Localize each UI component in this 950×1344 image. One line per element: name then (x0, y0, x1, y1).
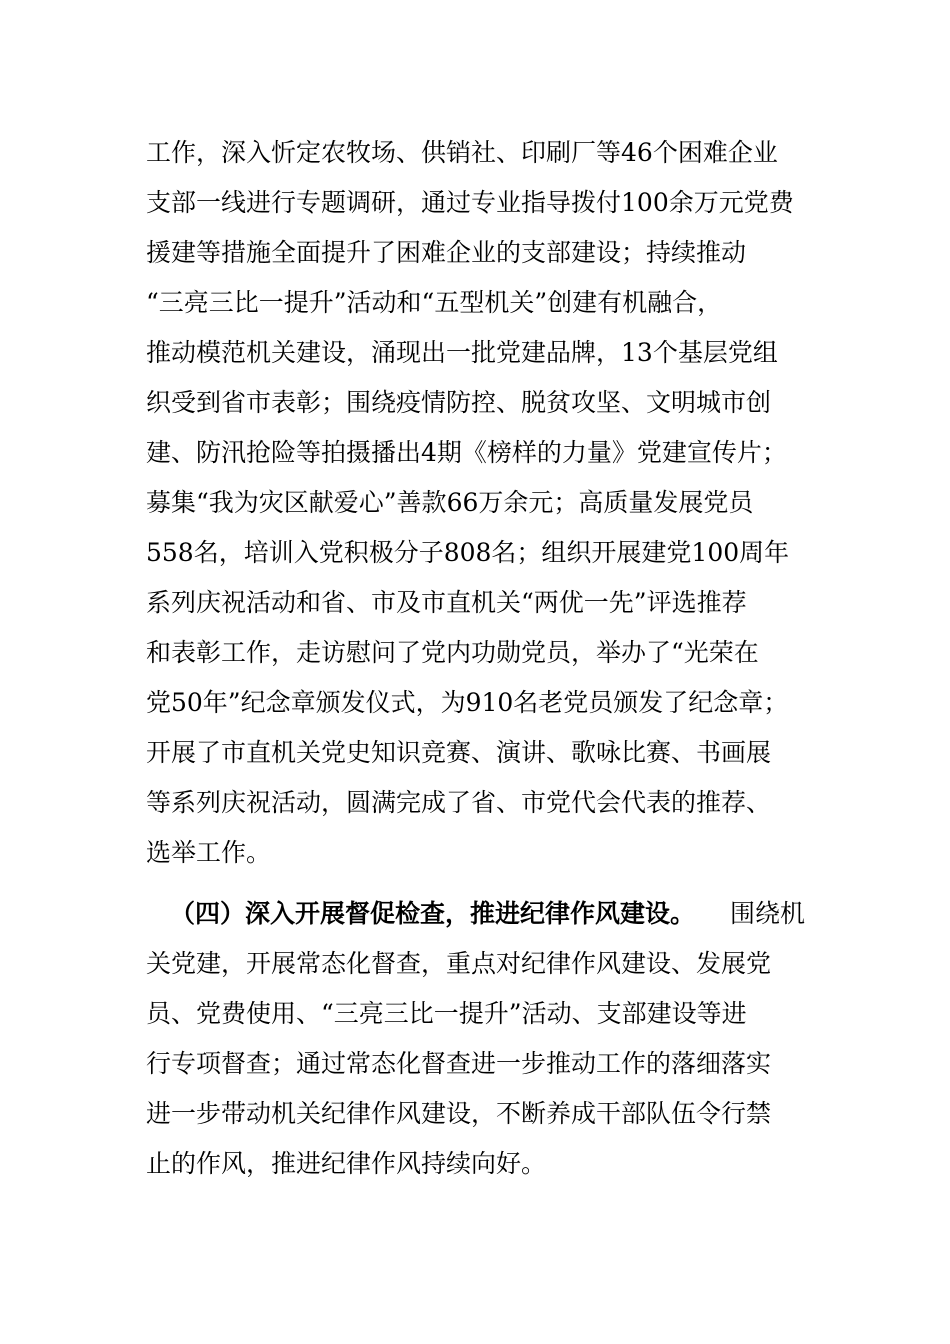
paragraph-1-line-5-text: 推动模范机关建设，涌现出一批党建品牌，13个基层党组 (146, 338, 778, 367)
paragraph-2-line-3-text: 员、党费使用、“三亮三比一提升”活动、支部建设等进 (146, 999, 747, 1028)
paragraph-1-line-14-text: 等系列庆祝活动，圆满完成了省、市党代会代表的推荐、 (146, 788, 772, 817)
paragraph-1-line-4 (0, 278, 950, 328)
paragraph-2-line-5-text: 进一步带动机关纪律作风建设，不断养成干部队伍令行禁 (146, 1099, 772, 1128)
paragraph-2-line-3 (0, 989, 950, 1039)
paragraph-1-line-3 (0, 228, 950, 278)
paragraph-1-line-14 (0, 778, 950, 828)
paragraph-2-line-4-text: 行专项督查；通过常态化督查进一步推动工作的落细落实 (146, 1049, 772, 1078)
paragraph-2-line-1 (0, 889, 950, 939)
paragraph-1-line-6 (0, 378, 950, 428)
paragraph-1-line-11-text: 和表彰工作，走访慰问了党内功勋党员，举办了“光荣在 (146, 638, 759, 667)
paragraph-1-line-4-text: “三亮三比一提升”活动和“五型机关”创建有机融合， (146, 288, 723, 317)
paragraph-1-line-9 (0, 528, 950, 578)
paragraph-2-line-5 (0, 1089, 950, 1139)
paragraph-2-line-6-text: 止的作风，推进纪律作风持续向好。 (146, 1149, 547, 1178)
paragraph-1-line-7-text: 建、防汛抢险等拍摄播出4期《榜样的力量》党建宣传片； (146, 438, 787, 467)
paragraph-1-line-2-text: 支部一线进行专题调研，通过专业指导拨付100余万元党费 (146, 188, 794, 217)
paragraph-1-line-1 (0, 128, 950, 178)
paragraph-1-line-15-text: 选举工作。 (146, 838, 272, 867)
paragraph-1-line-10 (0, 578, 950, 628)
paragraph-1-line-8-text: 募集“我为灾区献爱心”善款66万余元；高质量发展党员 (146, 488, 754, 517)
paragraph-1-line-10-text: 系列庆祝活动和省、市及市直机关“两优一先”评选推荐 (146, 588, 747, 617)
paragraph-1-line-8 (0, 478, 950, 528)
paragraph-1-line-6-text: 织受到省市表彰；围绕疫情防控、脱贫攻坚、文明城市创 (146, 388, 772, 417)
paragraph-2-line-2-text: 关党建，开展常态化督查，重点对纪律作风建设、发展党 (146, 949, 772, 978)
paragraph-1-line-13-text: 开展了市直机关党史知识竞赛、演讲、歌咏比赛、书画展 (146, 738, 772, 767)
paragraph-1-line-12 (0, 678, 950, 728)
paragraph-1-line-9-text: 558名，培训入党积极分子808名；组织开展建党100周年 (146, 538, 790, 567)
paragraph-1-line-15 (0, 828, 950, 878)
paragraph-2-line-2 (0, 939, 950, 989)
paragraph-1-line-7 (0, 428, 950, 478)
section-heading: （四）深入开展督促检查，推进纪律作风建设。 (170, 899, 696, 928)
paragraph-2-line-4 (0, 1039, 950, 1089)
paragraph-2-line-6 (0, 1139, 950, 1189)
paragraph-1-line-11 (0, 628, 950, 678)
paragraph-1-line-12-text: 党50年”纪念章颁发仪式，为910名老党员颁发了纪念章； (146, 688, 789, 717)
paragraph-2-line-1-text: 围绕机 (730, 899, 806, 928)
paragraph-1-line-13 (0, 728, 950, 778)
paragraph-1-line-2 (0, 178, 950, 228)
paragraph-1-line-1-text: 工作，深入忻定农牧场、供销社、印刷厂等46个困难企业 (146, 138, 778, 167)
paragraph-1-line-5 (0, 328, 950, 378)
paragraph-1-line-3-text: 援建等措施全面提升了困难企业的支部建设；持续推动 (146, 238, 747, 267)
